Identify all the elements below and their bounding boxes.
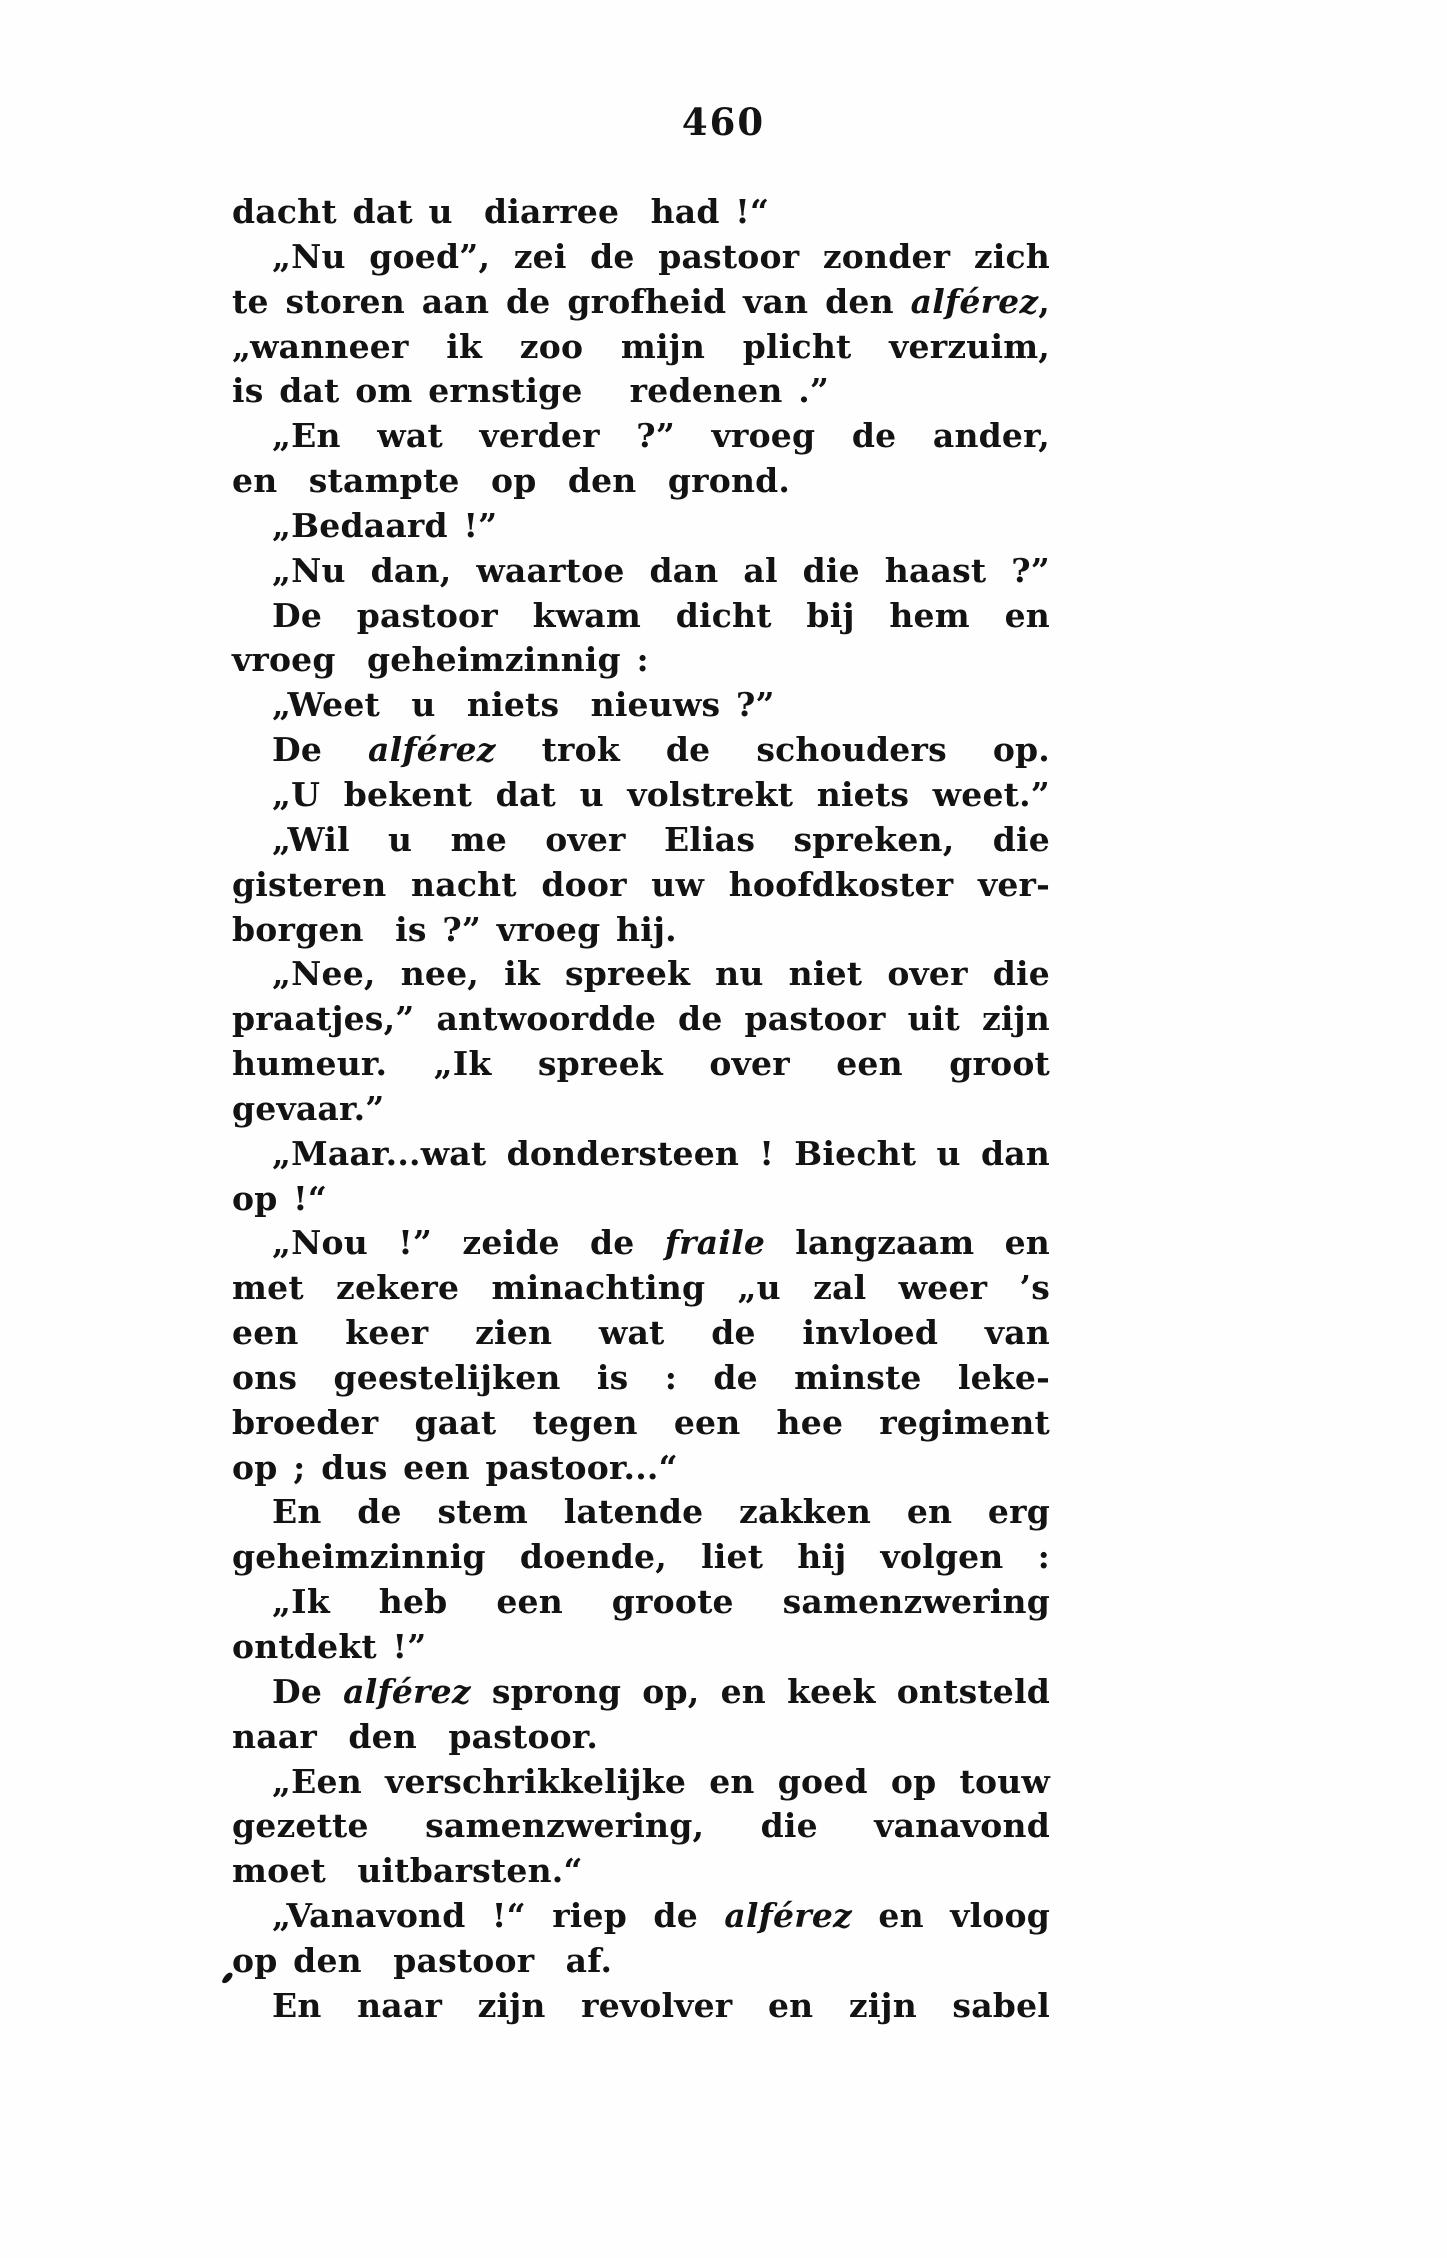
- text-run: gezette samenzwering, die vanavond: [232, 1806, 1050, 1846]
- text-run: ontdekt !”: [232, 1627, 427, 1666]
- text-line: [232, 549, 1050, 594]
- text-line: [232, 1132, 1050, 1177]
- text-run: En naar zijn revolver en zijn sabel: [272, 1985, 1050, 2025]
- text-line: [232, 1894, 1050, 1939]
- text-run: „Nou !” zeide de: [272, 1223, 665, 1263]
- text-run: „Een verschrikkelijke en goed op touw: [272, 1761, 1050, 1801]
- text-run: ons geestelijken is : de minste leke-: [232, 1357, 1050, 1397]
- text-line: [232, 1849, 1050, 1894]
- text-run: op !“: [232, 1178, 328, 1218]
- text-line: [232, 908, 1050, 953]
- text-run: De pastoor kwam dicht bij hem en: [272, 595, 1050, 635]
- text-run: dacht dat u diarree had !“: [232, 192, 770, 231]
- text-line: [232, 1177, 1050, 1222]
- text-run: ,: [1038, 281, 1050, 321]
- text-line: [232, 1984, 1050, 2029]
- text-line: [232, 997, 1050, 1042]
- text-line: [232, 1670, 1050, 1715]
- italic-word: alférez: [910, 281, 1039, 321]
- text-run: „U bekent dat u volstrekt niets weet.”: [272, 774, 1050, 814]
- text-block: [232, 190, 1050, 2029]
- text-line: [232, 1087, 1050, 1132]
- text-run: en vloog: [851, 1896, 1050, 1936]
- text-line: [232, 1715, 1050, 1760]
- text-run: vroeg geheimzinnig :: [232, 640, 649, 680]
- text-line: [232, 773, 1050, 818]
- text-run: „Maar...wat dondersteen ! Biecht u dan: [272, 1133, 1050, 1173]
- text-run: moet uitbarsten.“: [232, 1851, 583, 1891]
- text-run: is dat om ernstige redenen .”: [232, 371, 830, 411]
- text-run: op den pastoor af.: [232, 1940, 613, 1980]
- text-line: [232, 594, 1050, 639]
- italic-word: alférez: [368, 730, 496, 770]
- text-run: De: [272, 730, 368, 770]
- text-run: „En wat verder ?” vroeg de ander,: [272, 416, 1050, 456]
- text-run: naar den pastoor.: [232, 1716, 599, 1756]
- text-line: [232, 1804, 1050, 1849]
- text-line: [232, 1760, 1050, 1805]
- text-line: [232, 1266, 1050, 1311]
- text-run: sprong op, en keek ontsteld: [470, 1671, 1050, 1711]
- text-line: [232, 1356, 1050, 1401]
- text-run: De: [272, 1671, 344, 1711]
- text-line: [232, 1446, 1050, 1491]
- text-line: [232, 1490, 1050, 1535]
- text-run: En de stem latende zakken en erg: [272, 1492, 1050, 1532]
- text-line: [232, 1580, 1050, 1625]
- text-line: [232, 818, 1050, 863]
- text-run: langzaam en: [765, 1223, 1050, 1263]
- text-line: [232, 325, 1050, 370]
- text-line: [232, 1939, 1050, 1984]
- text-run: geheimzinnig doende, liet hij volgen :: [232, 1537, 1050, 1577]
- page-number: 460: [681, 100, 766, 144]
- text-run: een keer zien wat de invloed van: [232, 1313, 1050, 1353]
- italic-word: alférez: [343, 1671, 471, 1711]
- text-run: op ; dus een pastoor...“: [232, 1447, 678, 1487]
- text-line: [232, 1221, 1050, 1266]
- text-run: „Vanavond !“ riep de: [272, 1896, 725, 1936]
- text-run: met zekere minachting „u zal weer ’s: [232, 1268, 1050, 1308]
- text-run: „Bedaard !”: [272, 505, 498, 545]
- text-line: [232, 369, 1050, 414]
- text-run: te storen aan de grofheid van den: [232, 281, 911, 321]
- text-line: [232, 952, 1050, 997]
- italic-word: alférez: [724, 1896, 852, 1936]
- text-run: „Nu dan, waartoe dan al die haast ?”: [272, 550, 1050, 590]
- text-line: [232, 683, 1050, 728]
- text-line: [232, 414, 1050, 459]
- text-run: praatjes,” antwoordde de pastoor uit zijn: [232, 999, 1050, 1039]
- text-run: humeur. „Ik spreek over een groot: [232, 1044, 1050, 1084]
- text-line: [232, 638, 1050, 683]
- text-run: „Nee, nee, ik spreek nu niet over die: [272, 954, 1050, 994]
- text-line: [232, 1535, 1050, 1580]
- text-line: [232, 1311, 1050, 1356]
- text-run: „Wil u me over Elias spreken, die: [272, 819, 1050, 859]
- text-run: „Weet u niets nieuws ?”: [272, 685, 775, 725]
- text-line: [232, 504, 1050, 549]
- text-line: [232, 728, 1050, 773]
- text-line: [232, 190, 1050, 235]
- text-line: [232, 459, 1050, 504]
- text-line: [232, 235, 1050, 280]
- text-run: borgen is ?” vroeg hij.: [232, 909, 677, 949]
- text-run: gevaar.”: [232, 1088, 385, 1128]
- text-line: [232, 1625, 1050, 1670]
- text-run: „wanneer ik zoo mijn plicht verzuim,: [232, 326, 1050, 366]
- text-line: [232, 1401, 1050, 1446]
- text-run: „Nu goed”, zei de pastoor zonder zich: [272, 236, 1050, 276]
- text-run: broeder gaat tegen een hee regiment: [232, 1402, 1050, 1442]
- text-line: [232, 863, 1050, 908]
- text-run: gisteren nacht door uw hoofdkoster ver-: [232, 864, 1050, 904]
- text-line: [232, 280, 1050, 325]
- text-run: „Ik heb een groote samenzwering: [272, 1582, 1050, 1622]
- italic-word: fraile: [664, 1223, 766, 1263]
- text-run: trok de schouders op.: [495, 730, 1050, 770]
- text-run: en stampte op den grond.: [232, 461, 791, 501]
- text-line: [232, 1042, 1050, 1087]
